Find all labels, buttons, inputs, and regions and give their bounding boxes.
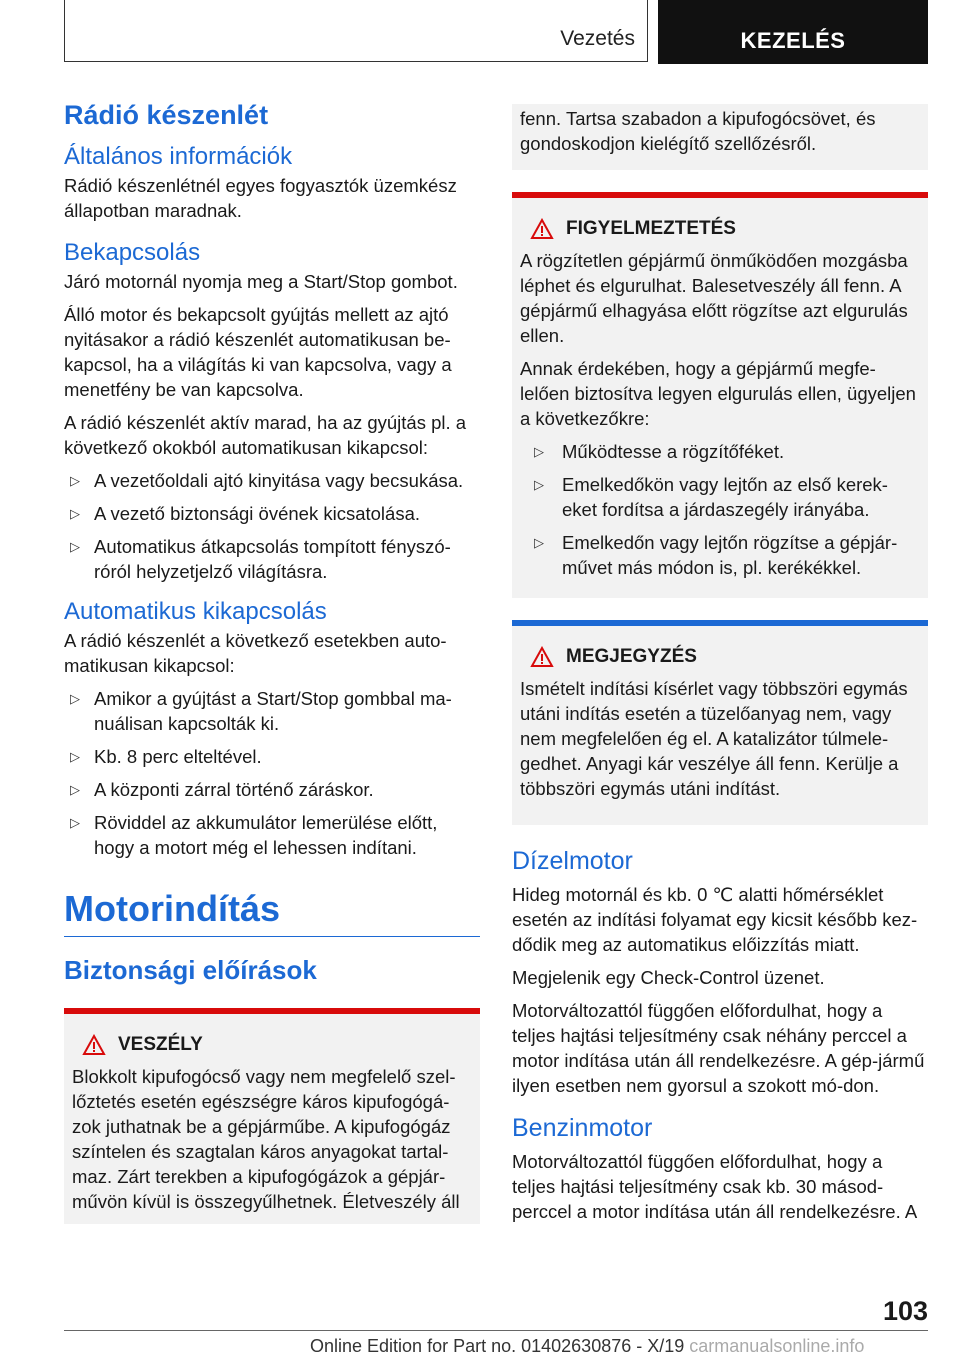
header-section: Vezetés <box>560 27 635 50</box>
paragraph-petrol: Motorváltozattól függően előfordulhat, hogy a teljes hajtási teljesítmény csak kb. 30 másod-perccel a motor indítása után áll rendelkezésre. A <box>512 1151 918 1222</box>
heading-radio-standby: Rádió készenlét <box>64 100 269 130</box>
heading-petrol: Benzinmotor <box>512 1114 653 1142</box>
list-switch-on <box>64 468 480 584</box>
note-title-row <box>520 646 920 668</box>
paragraph-diesel-3: Motorváltozattól függően előfordulhat, hogy a teljes hajtási teljesítmény csak néhány perccel a motor indítása után áll rendelkezésre. A gép-jármű ilyen esetben nem gyorsul a szokott mó-don. <box>512 1000 925 1096</box>
triangle-bullet-icon: ▷ <box>70 815 80 830</box>
triangle-bullet-icon: ▷ <box>70 506 80 521</box>
danger-box <box>64 1008 480 1224</box>
paragraph-diesel-1: Hideg motornál és kb. 0 ℃ alatti hőmérséklet esetén az indítási folyamat egy kicsit később kez-dődik meg az automatikus előizzítás miatt. <box>512 884 918 955</box>
warning-title-row <box>520 218 920 240</box>
heading-diesel: Dízelmotor <box>512 847 633 875</box>
triangle-bullet-icon: ▷ <box>70 539 80 554</box>
triangle-bullet-icon: ▷ <box>70 473 80 488</box>
paragraph-on-3: A rádió készenlét aktív marad, ha az gyújtás pl. a következő okokból automatikusan kikapcsol: <box>64 412 467 458</box>
left-column <box>64 100 480 1224</box>
note-box <box>512 620 928 825</box>
warning-box <box>512 192 928 598</box>
triangle-bullet-icon: ▷ <box>70 782 80 797</box>
danger-text-continued: fenn. Tartsa szabadon a kipufogócsövet, és gondoskodjon kielégítő szellőzésről. <box>520 108 876 154</box>
heading-safety: Biztonsági előírások <box>64 955 317 985</box>
list-item: ▷ Működtesse a rögzítőféket. <box>534 441 785 462</box>
triangle-bullet-icon: ▷ <box>70 691 80 706</box>
warning-text-1: A rögzítetlen gépjármű önműködően mozgásba léphet és elgurulhat. Balesetveszély áll fenn. A gépjármű elhagyása előtt rögzítse azt elgurulás ellen. <box>520 250 908 346</box>
header-chapter: KEZELÉS <box>740 28 846 53</box>
warning-triangle-icon <box>530 646 554 668</box>
note-title: MEGJEGYZÉS <box>566 646 697 667</box>
warning-text-2: Annak érdekében, hogy a gépjármű megfe-lelően biztosítva legyen elgurulás ellen, ügyeljen a következőkre: <box>520 358 916 429</box>
list-item: ▷ A vezetőoldali ajtó kinyitása vagy becsukása. <box>70 470 464 491</box>
watermark-text: carmanualsonline.info <box>689 1336 865 1356</box>
warning-triangle-icon <box>82 1034 106 1056</box>
triangle-bullet-icon: ▷ <box>534 535 544 550</box>
warning-title: FIGYELMEZTETÉS <box>566 218 736 239</box>
list-item: ▷ Emelkedőkön vagy lejtőn az első kerek-eket fordítsa a járdaszegély irányába. <box>534 474 888 520</box>
heading-general-info: Általános információk <box>64 143 293 170</box>
right-column <box>512 104 928 1232</box>
list-item: ▷ Kb. 8 perc elteltével. <box>70 746 262 767</box>
chapter-divider <box>64 936 480 937</box>
list-item: ▷ Emelkedőn vagy lejtőn rögzítse a gépjár-művet más módon is, pl. kerékékkel. <box>534 532 898 578</box>
triangle-bullet-icon: ▷ <box>70 749 80 764</box>
page-number: 103 <box>882 1296 928 1326</box>
footer-edition-text: Online Edition for Part no. 01402630876 - X/19 <box>310 1336 685 1356</box>
list-item: ▷ A vezető biztonsági övének kicsatolása. <box>70 503 420 524</box>
heading-switch-on: Bekapcsolás <box>64 239 201 266</box>
page-header <box>64 0 928 64</box>
list-item: ▷ A központi zárral történő záráskor. <box>70 779 374 800</box>
paragraph-on-2: Álló motor és bekapcsolt gyújtás mellett az ajtó nyitásakor a rádió készenlét automatikusan be-kapcsol, ha a világítás ki van kapcsolva, vagy a menetfény be van kapcsolva. <box>64 304 452 400</box>
note-text: Ismételt indítási kísérlet vagy többszöri egymás utáni indítás esetén a tüzelőanyag nem, vagy nem megfelelően ég el. A katalizátor túlmele-gedhet. Anyagi kár veszélye áll fenn. Kerülje a többszöri egymás utáni indítást. <box>520 678 908 799</box>
paragraph-diesel-2: Megjelenik egy Check-Control üzenet. <box>512 967 825 988</box>
list-auto-off <box>64 686 480 860</box>
header-chapter-tab <box>658 0 928 64</box>
footer-edition <box>310 1336 864 1357</box>
danger-title: VESZÉLY <box>118 1034 203 1055</box>
danger-box-continued <box>512 104 928 170</box>
paragraph-off: A rádió készenlét a következő esetekben auto-matikusan kikapcsol: <box>64 630 447 676</box>
paragraph-on-1: Járó motornál nyomja meg a Start/Stop gombot. <box>64 271 458 292</box>
header-section-tab <box>64 0 648 62</box>
footer-divider <box>64 1330 928 1331</box>
heading-auto-off: Automatikus kikapcsolás <box>64 598 327 625</box>
list-warning <box>520 439 920 580</box>
triangle-bullet-icon: ▷ <box>534 444 544 459</box>
paragraph-general: Rádió készenlétnél egyes fogyasztók üzemkész állapotban maradnak. <box>64 175 457 221</box>
list-item: ▷ Automatikus átkapcsolás tompított fényszó-róról helyzetjelző világításra. <box>70 536 451 582</box>
danger-title-row <box>72 1034 472 1056</box>
chapter-title: Motorindítás <box>64 888 280 929</box>
list-item: ▷ Röviddel az akkumulátor lemerülése előtt, hogy a motort még el lehessen indítani. <box>70 812 438 858</box>
triangle-bullet-icon: ▷ <box>534 477 544 492</box>
warning-triangle-icon <box>530 218 554 240</box>
danger-text: Blokkolt kipufogócső vagy nem megfelelő szel-lőztetés esetén egészségre káros kipufogógá-zok juthatnak be a gépjárműbe. A kipufogógáz színtelen és szagtalan káros anyagokat tartal-maz. Zárt terekben a kipufogógázok a gépjár-művön kívül is összegyűlhetnek. Életveszély áll <box>72 1066 460 1212</box>
list-item: ▷ Amikor a gyújtást a Start/Stop gombbal ma-nuálisan kapcsolták ki. <box>70 688 452 734</box>
